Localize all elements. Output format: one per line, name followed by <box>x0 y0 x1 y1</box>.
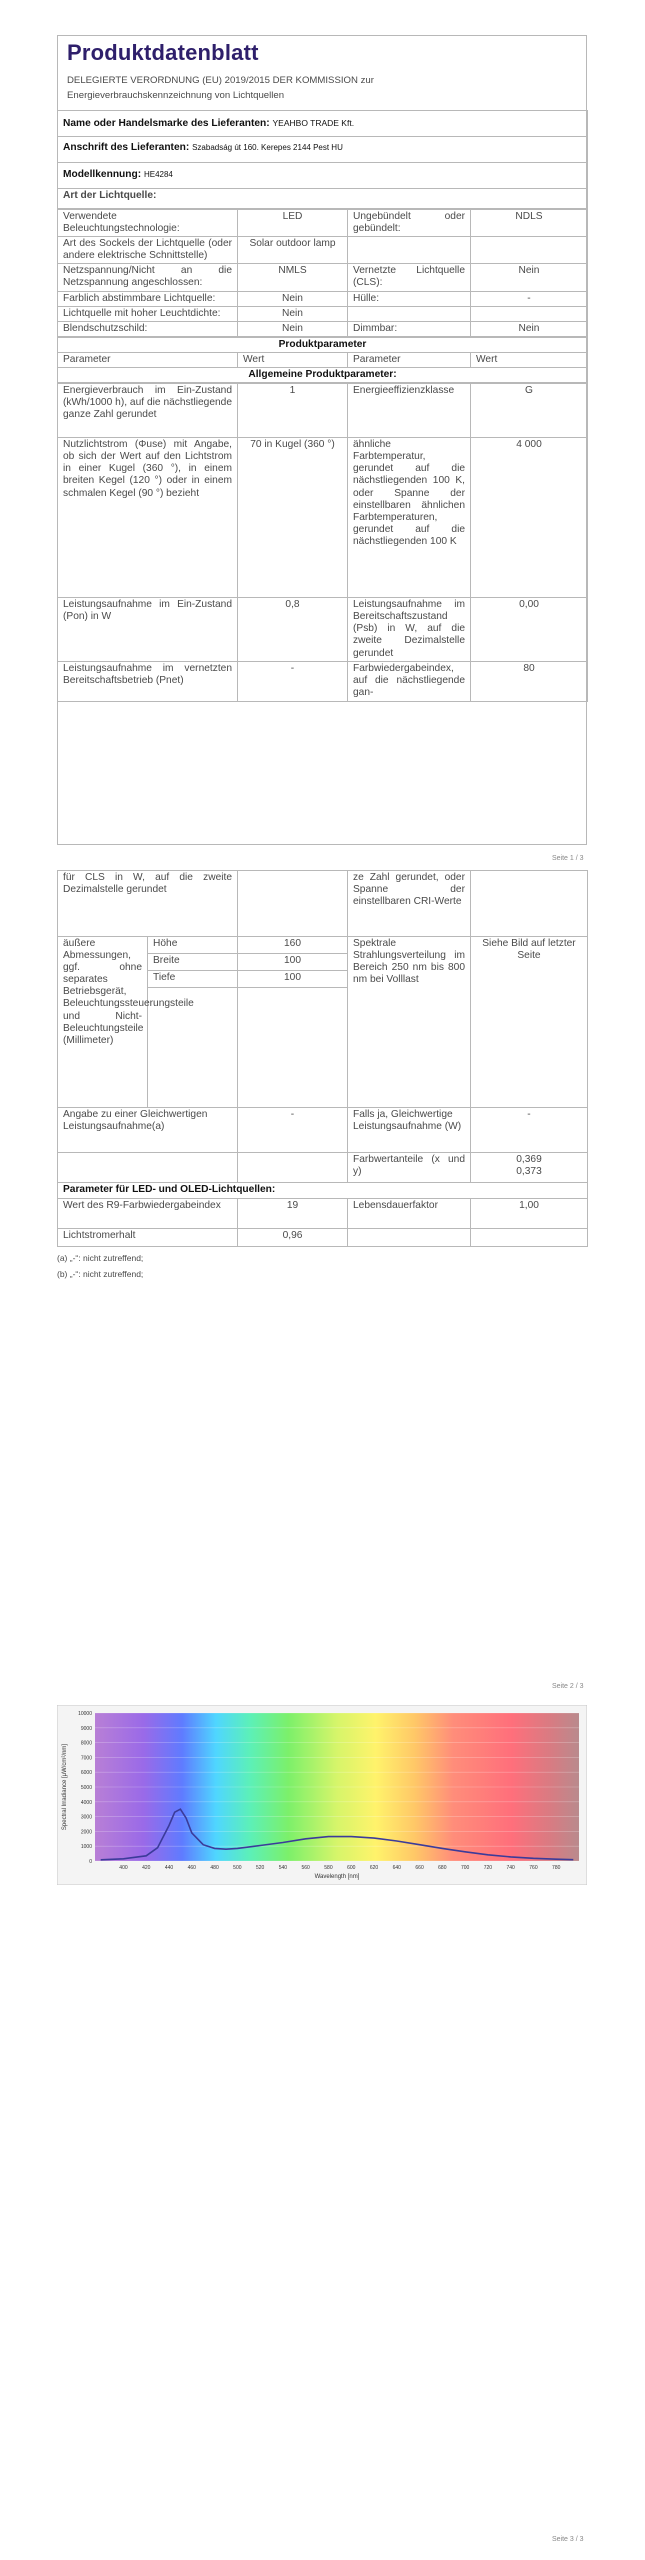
lightsource-value-2: Nein <box>471 264 588 291</box>
spectral-value: Siehe Bild auf letzter Seite <box>471 937 588 1108</box>
param-label-1: Leistungsaufnahme im vernetzten Bereitschaftsbetrieb (Pnet) <box>58 661 238 701</box>
dim-name-0: Höhe <box>148 937 238 954</box>
dim-value-2: 100 <box>238 971 348 988</box>
lightsource-value-1: Solar outdoor lamp <box>238 237 348 264</box>
lightsource-value-2 <box>471 306 588 321</box>
r9-label: Wert des R9-Farbwiedergabeindex <box>58 1199 238 1229</box>
page2-table <box>57 870 588 1247</box>
supplier-name-value: YEAHBO TRADE Kft. <box>272 118 355 128</box>
dim-value-0: 160 <box>238 937 348 954</box>
led-params-title: Parameter für LED- und OLED-Lichtquellen: <box>58 1183 588 1199</box>
y-tick-label: 6000 <box>80 1770 92 1777</box>
dim-value-1: 100 <box>238 954 348 971</box>
x-tick-label: 500 <box>233 1865 242 1871</box>
general-param-row <box>58 598 588 661</box>
x-tick-label: 780 <box>552 1865 561 1871</box>
x-tick-label: 680 <box>438 1865 447 1871</box>
param-value-2: 80 <box>471 661 588 701</box>
x-tick-label: 660 <box>415 1865 424 1871</box>
x-tick-label: 760 <box>529 1865 538 1871</box>
x-tick-label: 740 <box>506 1865 515 1871</box>
product-params-title: Produktparameter <box>58 337 588 352</box>
x-tick-label: 420 <box>142 1865 151 1871</box>
param-value-2: 4 000 <box>471 438 588 598</box>
equiv2-value: - <box>471 1108 588 1153</box>
product-params-table <box>57 337 588 383</box>
cont-left-cell: für CLS in W, auf die zweite Dezimalstelle gerundet <box>58 871 238 937</box>
param-value-1: 1 <box>238 384 348 438</box>
general-param-row <box>58 438 588 598</box>
x-tick-label: 700 <box>460 1865 470 1871</box>
lightsource-label-1: Lichtquelle mit hoher Leuchtdichte: <box>58 306 238 321</box>
lightsource-label-2: Ungebündelt oder gebündelt: <box>348 210 471 237</box>
general-param-row <box>58 384 588 438</box>
y-tick-label: 1000 <box>80 1844 92 1851</box>
lightsource-row <box>58 291 588 306</box>
general-params-title: Allgemeine Produktparameter: <box>58 368 588 383</box>
lightsource-label-2: Hülle: <box>348 291 471 306</box>
equiv-value: - <box>238 1108 348 1153</box>
spectral-label: Spektrale Strahlungsverteilung im Bereich 250 nm bis 800 nm bei Volllast <box>348 937 471 1108</box>
x-tick-label: 480 <box>210 1865 219 1871</box>
lightsource-value-2: NDLS <box>471 210 588 237</box>
lightsource-table <box>57 209 588 337</box>
chroma-label: Farbwertanteile (x und y) <box>348 1153 471 1183</box>
page-3-number: Seite 3 / 3 <box>552 2536 584 2543</box>
supplier-address-label: Anschrift des Lieferanten: <box>63 142 190 153</box>
lightsource-row <box>58 264 588 291</box>
chroma-y: 0,373 <box>516 1166 542 1178</box>
flux-value: 0,96 <box>238 1229 348 1247</box>
x-tick-label: 460 <box>187 1865 196 1871</box>
y-tick-label: 10000 <box>78 1711 92 1717</box>
lightsource-label-1: Art des Sockels der Lichtquelle (oder andere elektrische Schnittstelle) <box>58 237 238 264</box>
lightsource-type-label: Art der Lichtquelle: <box>58 189 588 209</box>
life-label: Lebensdauerfaktor <box>348 1199 471 1229</box>
param-value-1: - <box>238 661 348 701</box>
page-2-number: Seite 2 / 3 <box>552 1683 584 1690</box>
col-value-1: Wert <box>238 352 348 367</box>
page-subtitle: DELEGIERTE VERORDNUNG (EU) 2019/2015 DER KOMMISSION zur Energieverbrauchskennzeichnung von Lichtquellen <box>67 75 374 101</box>
lightsource-value-1: NMLS <box>238 264 348 291</box>
lightsource-label-1: Netzspannung/Nicht an die Netzspannung angeschlossen: <box>58 264 238 291</box>
x-tick-label: 560 <box>301 1865 310 1871</box>
y-tick-label: 2000 <box>80 1829 92 1836</box>
x-tick-label: 520 <box>255 1865 265 1871</box>
lightsource-label-1: Farblich abstimmbare Lichtquelle: <box>58 291 238 306</box>
footnote-a: (a) „-“: nicht zutreffend; <box>57 1253 144 1263</box>
y-tick-label: 5000 <box>80 1785 92 1791</box>
model-label: Modellkennung: <box>63 169 142 180</box>
y-tick-label: 0 <box>89 1859 92 1865</box>
param-label-2: Energieeffizienzklasse <box>348 384 471 438</box>
lightsource-row <box>58 237 588 264</box>
chroma-value <box>471 1153 588 1183</box>
page-title: Produktdatenblatt <box>67 40 259 65</box>
lightsource-value-1: Nein <box>238 291 348 306</box>
y-tick-label: 7000 <box>80 1755 92 1762</box>
x-tick-label: 600 <box>347 1865 356 1871</box>
supplier-address-row <box>58 137 588 163</box>
equiv-label: Angabe zu einer Gleichwertigen Leistungsaufnahme(a) <box>58 1108 238 1153</box>
param-label-2: Leistungsaufnahme im Bereitschaftszustand (Psb) in W, auf die zweite Dezimalstelle gerundet <box>348 598 471 661</box>
y-tick-label: 3000 <box>80 1814 92 1821</box>
param-label-2: ähnliche Farbtemperatur, gerundet auf die nächstliegenden 100 K, oder Spanne der einstellbaren ähnlichen Farbtemperaturen, gerundet auf die nächstliegenden 100 K <box>348 438 471 598</box>
chart-ylabel: Spectral Irradiance [μW/cm²/nm] <box>62 1743 68 1831</box>
supplier-table <box>57 110 588 209</box>
supplier-address-value: Szabadság út 160. Kerepes 2144 Pest HU <box>192 143 343 152</box>
x-tick-label: 620 <box>369 1865 379 1871</box>
footnote-b: (b) „-“: nicht zutreffend; <box>57 1269 144 1279</box>
x-tick-label: 400 <box>119 1865 128 1871</box>
model-value: HE4284 <box>143 170 173 179</box>
lightsource-value-2 <box>471 237 588 264</box>
lightsource-label-1: Blendschutzschild: <box>58 321 238 336</box>
dims-label: äußere Abmessungen, ggf. ohne separates Betriebsgerät, Beleuchtungssteuerungsteile und Nicht-Beleuchtungsteile (Millimeter) <box>58 937 148 1108</box>
y-tick-label: 9000 <box>80 1725 92 1732</box>
lightsource-row <box>58 210 588 237</box>
supplier-name-label: Name oder Handelsmarke des Lieferanten: <box>63 118 270 129</box>
lightsource-label-2: Dimmbar: <box>348 321 471 336</box>
x-tick-label: 720 <box>483 1865 493 1871</box>
y-tick-label: 8000 <box>80 1740 92 1747</box>
x-tick-label: 540 <box>278 1865 288 1871</box>
param-label-2: Farbwiedergabeindex, auf die nächstliegende gan- <box>348 661 471 701</box>
param-value-1: 70 in Kugel (360 °) <box>238 438 348 598</box>
x-tick-label: 440 <box>164 1865 174 1871</box>
general-param-row <box>58 661 588 701</box>
dim-name-1: Breite <box>148 954 238 971</box>
cont-right-cell: ze Zahl gerundet, oder Spanne der einstellbaren CRI-Werte <box>348 871 471 937</box>
equiv2-label: Falls ja, Gleichwertige Leistungsaufnahme (W) <box>348 1108 471 1153</box>
x-tick-label: 640 <box>392 1865 401 1871</box>
param-label-1: Leistungsaufnahme im Ein-Zustand (Pon) in W <box>58 598 238 661</box>
flux-label: Lichtstromerhalt <box>58 1229 238 1247</box>
lightsource-label-2 <box>348 306 471 321</box>
spectrum-chart <box>57 1705 587 1885</box>
lightsource-label-1: Verwendete Beleuchtungstechnologie: <box>58 210 238 237</box>
lightsource-value-2: Nein <box>471 321 588 336</box>
lightsource-value-2: - <box>471 291 588 306</box>
r9-value: 19 <box>238 1199 348 1229</box>
lightsource-label-2 <box>348 237 471 264</box>
spectrum-svg <box>57 1705 587 1885</box>
lightsource-value-1: Nein <box>238 306 348 321</box>
chart-xlabel: Wavelength [nm] <box>314 1874 360 1880</box>
model-row <box>58 163 588 189</box>
param-value-2: G <box>471 384 588 438</box>
chroma-x: 0,369 <box>516 1154 542 1165</box>
lightsource-row <box>58 306 588 321</box>
supplier-name-row <box>58 111 588 137</box>
general-params-table <box>57 383 588 701</box>
y-tick-label: 4000 <box>80 1799 92 1806</box>
param-label-1: Energieverbrauch im Ein-Zustand (kWh/1000 h), auf die nächstliegende ganze Zahl gerundet <box>58 384 238 438</box>
lightsource-value-1: LED <box>238 210 348 237</box>
param-value-1: 0,8 <box>238 598 348 661</box>
col-param-1: Parameter <box>58 352 238 367</box>
lightsource-label-2: Vernetzte Lichtquelle (CLS): <box>348 264 471 291</box>
param-value-2: 0,00 <box>471 598 588 661</box>
col-value-2: Wert <box>471 352 588 367</box>
x-tick-label: 580 <box>324 1865 333 1871</box>
param-label-1: Nutzlichtstrom (Φuse) mit Angabe, ob sich der Wert auf den Lichtstrom in einer Kugel (360 °), in einem breiten Kegel (120 °) oder in einem schmalen Kegel (90 °) bezieht <box>58 438 238 598</box>
col-param-2: Parameter <box>348 352 471 367</box>
life-value: 1,00 <box>471 1199 588 1229</box>
lightsource-value-1: Nein <box>238 321 348 336</box>
lightsource-row <box>58 321 588 336</box>
page-1-number: Seite 1 / 3 <box>552 855 584 862</box>
dim-name-2: Tiefe <box>148 971 238 988</box>
